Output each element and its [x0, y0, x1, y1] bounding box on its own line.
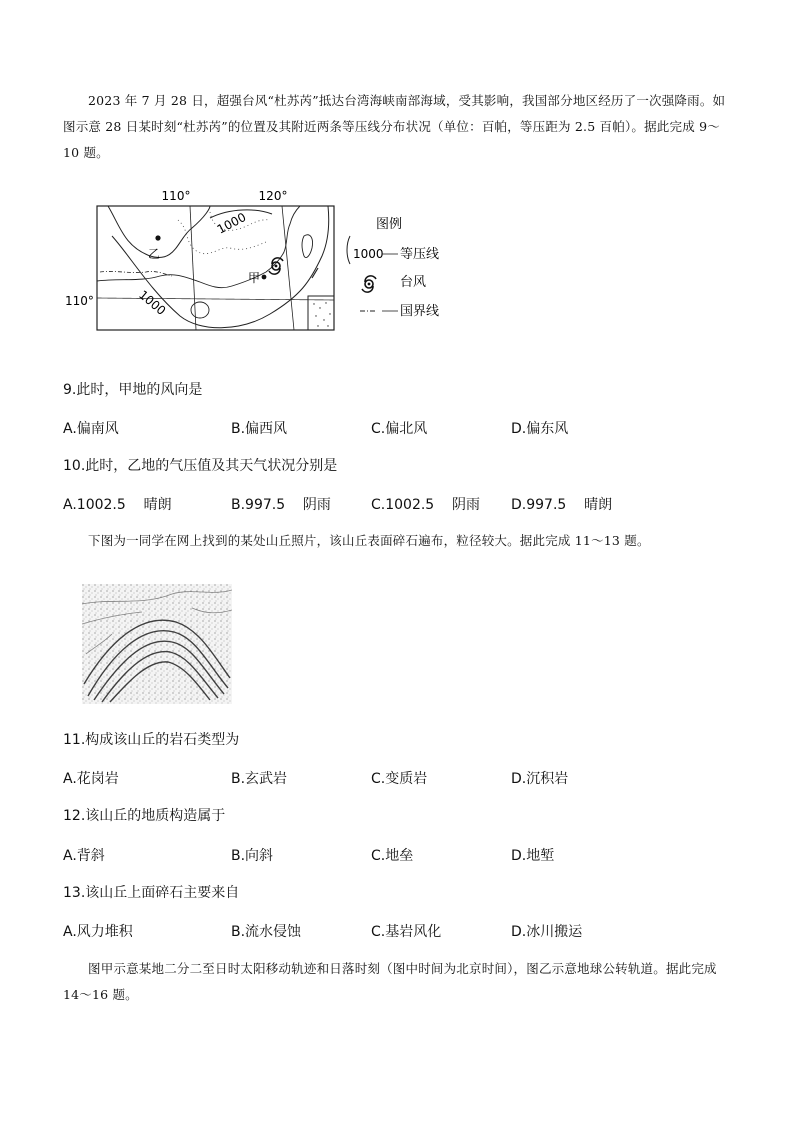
- hill-photo: [82, 584, 232, 704]
- option-b[interactable]: B.玄武岩: [231, 771, 288, 787]
- coastline: [97, 206, 300, 288]
- point-yi-marker: [155, 235, 160, 240]
- option-c[interactable]: C.地垒: [371, 848, 414, 864]
- legend-isobar-value: 1000: [353, 247, 384, 261]
- lat-label: 110°: [65, 294, 94, 308]
- option-d[interactable]: D.冰川搬运: [511, 924, 583, 940]
- question-12-options: [63, 845, 743, 865]
- legend-typhoon-icon: [362, 276, 376, 292]
- question-13-stem: 13.该山丘上面碎石主要来自: [63, 885, 240, 901]
- question-12-stem: 12.该山丘的地质构造属于: [63, 808, 226, 824]
- question-9-options: [63, 418, 743, 438]
- typhoon-icon: [269, 258, 283, 274]
- question-10-stem: 10.此时，乙地的气压值及其天气状况分别是: [63, 458, 338, 474]
- option-c[interactable]: C.变质岩: [371, 771, 428, 787]
- intro-paragraph-typhoon: 2023 年 7 月 28 日，超强台风“杜苏芮”抵达台湾海峡南部海域，受其影响，我国部分地区经历了一次强降雨。如图示意 28 日某时刻“杜苏芮”的位置及其附近两条等压线分布状况（单位：百帕，等压距为 2.5 百帕）。据此完成 9～10 题。: [63, 93, 726, 160]
- legend-border-label: 国界线: [400, 304, 440, 319]
- option-b[interactable]: B.向斜: [231, 848, 274, 864]
- inset-box: [308, 296, 334, 330]
- point-jia-label: 甲: [248, 271, 261, 285]
- question-13-options: [63, 921, 743, 941]
- inset-islands: [313, 302, 330, 326]
- option-c[interactable]: C.基岩风化: [371, 924, 442, 940]
- hainan-island: [191, 302, 209, 318]
- taiwan-island: [302, 235, 312, 258]
- question-11-options: [63, 768, 743, 788]
- option-b[interactable]: B.偏西风: [231, 421, 288, 437]
- legend-isobar-symbol: [347, 236, 350, 264]
- option-d[interactable]: D.997.5 晴朗: [511, 497, 613, 513]
- option-c[interactable]: C.偏北风: [371, 421, 428, 437]
- option-b[interactable]: B.流水侵蚀: [231, 924, 302, 940]
- option-d[interactable]: D.地堑: [511, 848, 555, 864]
- point-yi-label: 乙: [148, 247, 161, 261]
- option-c[interactable]: C.1002.5 阴雨: [371, 497, 481, 513]
- meridian-120: [282, 206, 294, 330]
- lon-label-120: 120°: [258, 189, 288, 203]
- question-10-options: [63, 494, 743, 514]
- lon-label-110: 110°: [161, 189, 191, 203]
- legend-isobar-label: 等压线: [400, 247, 440, 262]
- option-a[interactable]: A.背斜: [63, 848, 105, 864]
- option-a[interactable]: A.花岗岩: [63, 771, 119, 787]
- legend-title: 图例: [376, 217, 403, 232]
- parallel-line: [97, 298, 334, 300]
- isobar-label-lower: 1000: [136, 287, 169, 318]
- option-d[interactable]: D.沉积岩: [511, 771, 569, 787]
- question-9-stem: 9.此时，甲地的风向是: [63, 382, 203, 398]
- option-b[interactable]: B.997.5 阴雨: [231, 497, 331, 513]
- option-a[interactable]: A.偏南风: [63, 421, 119, 437]
- intro-paragraph-sun-path: 图甲示意某地二分二至日时太阳移动轨迹和日落时刻（图中时间为北京时间），图乙示意地球公转轨道。据此完成 14～16 题。: [63, 961, 717, 1002]
- point-jia-marker: [262, 275, 267, 280]
- isobar-label-upper: 1000: [214, 209, 249, 237]
- question-11-stem: 11.构成该山丘的岩石类型为: [63, 732, 240, 748]
- option-a[interactable]: A.风力堆积: [63, 924, 133, 940]
- typhoon-isobar-map: [60, 186, 460, 336]
- intro-paragraph-hill: 下图为一同学在网上找到的某处山丘照片，该山丘表面碎石遍布，粒径较大。据此完成 11～13 题。: [88, 533, 650, 548]
- option-d[interactable]: D.偏东风: [511, 421, 569, 437]
- option-a[interactable]: A.1002.5 晴朗: [63, 497, 172, 513]
- legend-typhoon-label: 台风: [400, 275, 427, 290]
